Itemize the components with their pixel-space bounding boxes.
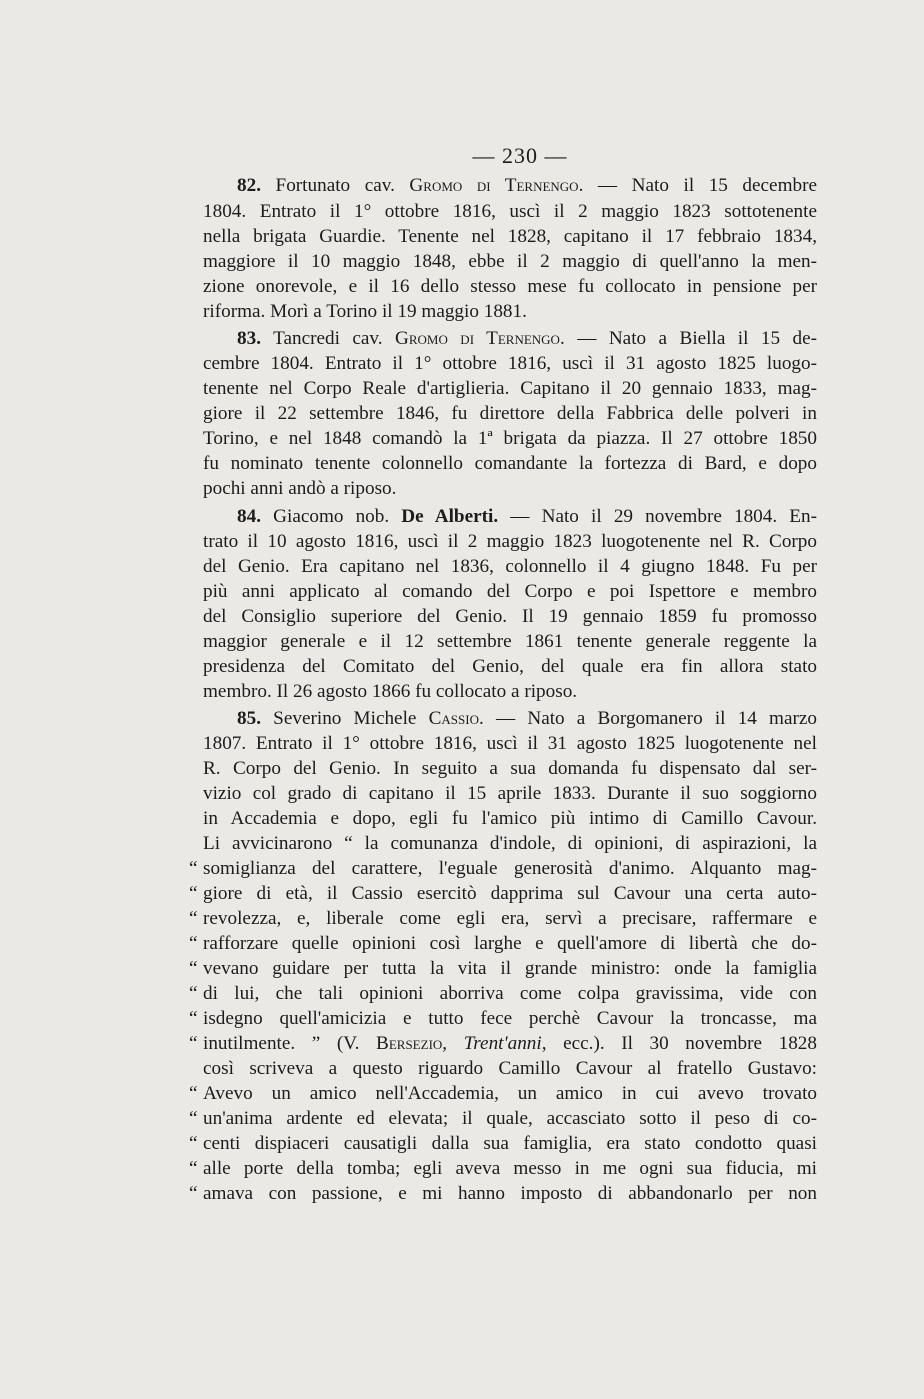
entry-83-line-1: 83. Tancredi cav. Gromo di Ternengo. — Nato a Biella il 15 de- xyxy=(237,328,818,349)
text-line: maggior generale e il 12 settembre 1861 tenente generale reggente la xyxy=(203,631,817,652)
cited-work: Trent'anni xyxy=(463,1033,542,1054)
quote-line: “ revolezza, e, liberale come egli era, servì a precisare, raffermare e xyxy=(189,908,817,929)
text-line: pochi anni andò a riposo. xyxy=(203,478,397,499)
quote-line: “ inutilmente. ” (V. Bersezio, Trent'anni, ecc.). Il 30 novembre 1828 xyxy=(189,1033,817,1054)
text-line: maggiore il 10 maggio 1848, ebbe il 2 maggio di quell'anno la men- xyxy=(203,251,817,272)
quote-line: “ vevano guidare per tutta la vita il grande ministro: onde la famiglia xyxy=(189,958,817,979)
text-line: più anni applicato al comando del Corpo e poi Ispettore e membro xyxy=(203,581,817,602)
text-line: cembre 1804. Entrato il 1° ottobre 1816, uscì il 31 agosto 1825 luogo- xyxy=(203,353,817,374)
entry-number: 83. xyxy=(237,328,261,349)
text-line: 1804. Entrato il 1° ottobre 1816, uscì il 2 maggio 1823 sottotenente xyxy=(203,201,817,222)
page-number-header: — 230 — xyxy=(472,143,568,168)
entry-84-line-1: 84. Giacomo nob. De Alberti. — Nato il 29 novembre 1804. En- xyxy=(237,506,817,527)
quote-line: “ somiglianza del carattere, l'eguale generosità d'animo. Alquanto mag- xyxy=(189,858,817,879)
text-line: R. Corpo del Genio. In seguito a sua domanda fu dispensato dal ser- xyxy=(203,758,817,779)
quote-line: “ Avevo un amico nell'Accademia, un amico in cui avevo trovato xyxy=(189,1083,817,1104)
text-line: trato il 10 agosto 1816, uscì il 2 maggio 1823 luogotenente nel R. Corpo xyxy=(203,531,817,552)
text-line: così scriveva a questo riguardo Camillo Cavour al fratello Gustavo: xyxy=(203,1058,817,1079)
text-line: del Genio. Era capitano nel 1836, colonnello il 4 giugno 1848. Fu per xyxy=(203,556,817,577)
text-line: riforma. Morì a Torino il 19 maggio 1881. xyxy=(203,301,527,322)
quote-line: “ alle porte della tomba; egli aveva messo in me ogni sua fiducia, mi xyxy=(189,1158,817,1179)
text-line: tenente nel Corpo Reale d'artiglieria. Capitano il 20 gennaio 1833, mag- xyxy=(203,378,817,399)
text-line: Li avvicinarono “ la comunanza d'indole, di opinioni, di aspirazioni, la xyxy=(203,833,817,854)
text-line: zione onorevole, e il 16 dello stesso mese fu collocato in pensione per xyxy=(203,276,817,297)
text-line: nella brigata Guardie. Tenente nel 1828, capitano il 17 febbraio 1834, xyxy=(203,226,817,247)
person-name: De Alberti. xyxy=(401,506,499,527)
text-line: giore il 22 settembre 1846, fu direttore della Fabbrica delle polveri in xyxy=(203,403,817,424)
entry-82-line-1: 82. Fortunato cav. Gromo di Ternengo. — Nato il 15 decembre xyxy=(237,175,818,196)
person-name: Gromo di Ternengo. xyxy=(395,328,565,349)
text-line: fu nominato tenente colonnello comandante la fortezza di Bard, e dopo xyxy=(203,453,817,474)
text-line: Torino, e nel 1848 comandò la 1ª brigata da piazza. Il 27 ottobre 1850 xyxy=(203,428,817,449)
quote-line: “ amava con passione, e mi hanno imposto di abbandonarlo per non xyxy=(189,1183,817,1204)
text-line: presidenza del Comitato del Genio, del quale era fin allora stato xyxy=(203,656,817,677)
quote-line: “ giore di età, il Cassio esercitò dapprima sul Cavour una certa auto- xyxy=(189,883,817,904)
text-line: del Consiglio superiore del Genio. Il 19 gennaio 1859 fu promosso xyxy=(203,606,817,627)
quote-line: “ un'anima ardente ed elevata; il quale, accasciato sotto il peso di co- xyxy=(189,1108,817,1129)
entry-number: 84. xyxy=(237,506,261,527)
text-line: in Accademia e dopo, egli fu l'amico più intimo di Camillo Cavour. xyxy=(203,808,817,829)
entry-number: 85. xyxy=(237,708,261,729)
cited-author: Bersezio xyxy=(376,1033,443,1054)
person-name: Cassio. xyxy=(428,708,484,729)
quote-line: “ isdegno quell'amicizia e tutto fece perchè Cavour la troncasse, ma xyxy=(189,1008,817,1029)
text-line: vizio col grado di capitano il 15 aprile 1833. Durante il suo soggiorno xyxy=(203,783,817,804)
quote-line: “ di lui, che tali opinioni aborriva come colpa gravissima, vide con xyxy=(189,983,817,1004)
text-line: membro. Il 26 agosto 1866 fu collocato a riposo. xyxy=(203,681,578,702)
entry-85-line-1: 85. Severino Michele Cassio. — Nato a Borgomanero il 14 marzo xyxy=(237,708,817,729)
text-line: 1807. Entrato il 1° ottobre 1816, uscì il 31 agosto 1825 luogotenente nel xyxy=(203,733,817,754)
quote-line: “ centi dispiaceri causatigli dalla sua famiglia, era stato condotto quasi xyxy=(189,1133,817,1154)
entry-number: 82. xyxy=(237,175,261,196)
quote-line: “ rafforzare quelle opinioni così larghe e quell'amore di libertà che do- xyxy=(189,933,817,954)
person-name: Gromo di Ternengo. xyxy=(409,175,584,196)
